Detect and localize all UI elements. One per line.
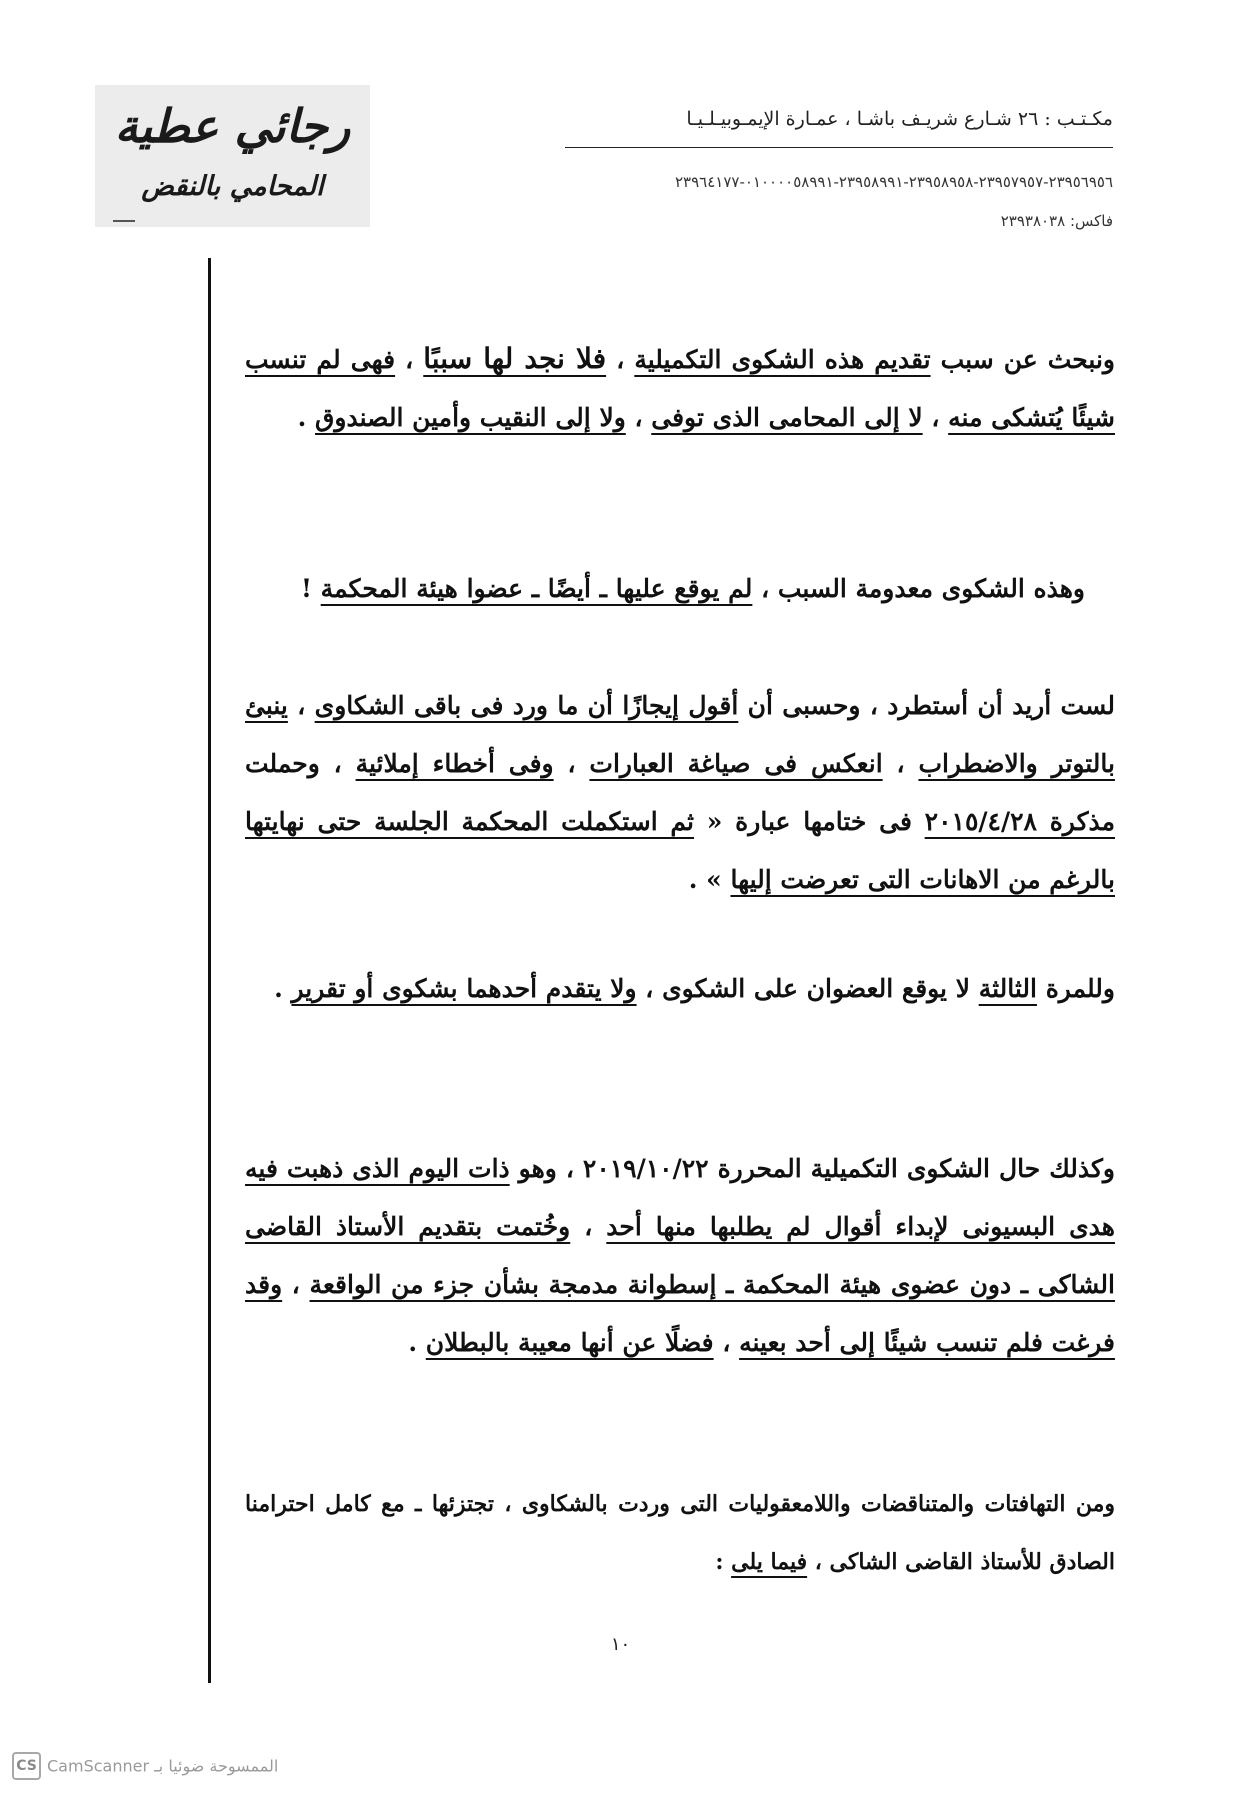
paragraph-2: وهذه الشكوى معدومة السبب ، لم يوقع عليها ـ أيضًا ـ عضوا هيئة المحكمة !: [300, 574, 1085, 603]
camscanner-logo-icon: CS: [12, 1752, 41, 1780]
fax-number: فاكس: ٢٣٩٣٨٠٣٨: [1000, 212, 1113, 230]
logo-name: رجائي عطية: [114, 99, 351, 153]
header-rule: [565, 147, 1113, 148]
paragraph-5: وكذلك حال الشكوى التكميلية المحررة ٢٠١٩/١٠/٢٢ ، وهو ذات اليوم الذى ذهبت فيه هدى البسيونى لإبداء أقوال لم يطلبها منها أحد ، وخُتمت بتقديم الأستاذ القاضى الشاكى ـ دون عضوى هيئة المحكمة ـ إسطوانة مدمجة بشأن جزء من الواقعة ، وقد فرغت فلم تنسب شيئًا إلى أحد بعينه ، فضلًا عن أنها معيبة بالبطلان .: [245, 1154, 1115, 1357]
page-number: ١٠: [610, 1634, 631, 1655]
office-address: مكـتـب : ٢٦ شـارع شريـف باشـا ، عمـارة الإيمـوبيـلـيـا: [686, 108, 1113, 130]
paragraph-1: ونبحث عن سبب تقديم هذه الشكوى التكميلية ، فلا نجد لها سببًا ، فهى لم تنسب شيئًا يُتشكى منه ، لا إلى المحامى الذى توفى ، ولا إلى النقيب وأمين الصندوق .: [245, 342, 1115, 432]
paragraph-4: وللمرة الثالثة لا يوقع العضوان على الشكوى ، ولا يتقدم أحدهما بشكوى أو تقرير .: [274, 974, 1115, 1003]
logo-tick-mark: [113, 220, 135, 222]
margin-bar: [208, 258, 211, 1683]
camscanner-watermark: [12, 1752, 278, 1778]
phone-numbers: ٢٣٩٥٦٩٥٦-٢٣٩٥٧٩٥٧-٢٣٩٥٨٩٥٨-٢٣٩٥٨٩٩١-٠١٠٠٠٠٥٨٩٩١-٢٣٩٦٤١٧٧: [675, 173, 1113, 191]
letterhead-logo: [95, 85, 370, 227]
camscanner-text: CamScanner الممسوحة ضوئيا بـ: [47, 1756, 279, 1776]
paragraph-6: ومن التهافتات والمتناقضات واللامعقوليات التى وردت بالشكاوى ، تجتزئها ـ مع كامل احترامنا الصادق للأستاذ القاضى الشاكى ، فيما يلى :: [245, 1491, 1115, 1575]
paragraph-3: لست أريد أن أستطرد ، وحسبى أن أقول إيجازًا أن ما ورد فى باقى الشكاوى ، ينبئ بالتوتر والاضطراب ، انعكس فى صياغة العبارات ، وفى أخطاء إملائية ، وحملت مذكرة ٢٠١٥/٤/٢٨ فى ختامها عبارة « ثم استكملت المحكمة الجلسة حتى نهايتها بالرغم من الاهانات التى تعرضت إليها » .: [245, 691, 1116, 894]
logo-title: المحامي بالنقض: [141, 171, 324, 202]
